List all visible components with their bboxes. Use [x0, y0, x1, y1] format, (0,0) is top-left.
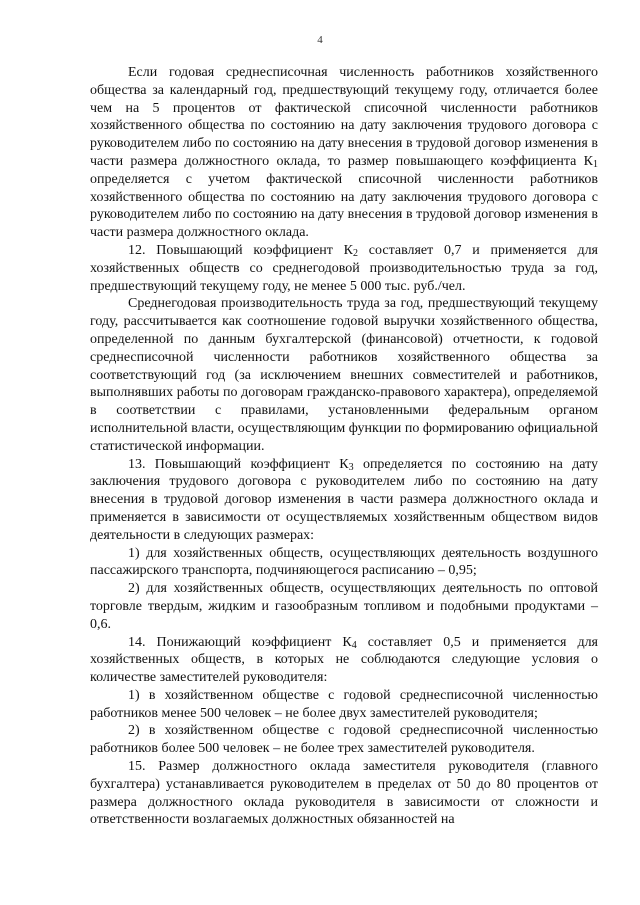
paragraph-k1-adjustment: Если годовая среднесписочная численность работников хозяйственного общества за календарный год, предшествующий текущему году, отличается более чем на 5 процентов от фактической списочной численности работников хозяйственного общества по состоянию на дату заключения трудового договора с руководителем либо по состоянию на дату внесения в трудовой договор изменения в части размера должностного оклада, то размер повышающего коэффициента $К_1$ определяется с учетом фактической списочной численности работников хозяйственного общества по состоянию на дату заключения трудового договора с руководителем либо по состоянию на дату внесения в трудовой договор изменения в части размера должностного оклада. — [90, 65, 598, 241]
document-body — [90, 64, 598, 829]
paragraph-14-k4: 14. Понижающий коэффициент $К_4$ составляет 0,5 и применяется для хозяйственных обществ, в которых не соблюдаются следующие условия о количестве заместителей руководителя: — [90, 634, 598, 686]
paragraph-15-deputy-salary: 15. Размер должностного оклада заместителя руководителя (главного бухгалтера) устанавливается руководителем в пределах от 50 до 80 процентов от размера должностного оклада руководителя в зависимости от сложности и ответственности возлагаемых должностных обязанностей на — [90, 759, 598, 828]
paragraph-12-k2: 12. Повышающий коэффициент $К_2$ составляет 0,7 и применяется для хозяйственных обществ со среднегодовой производительностью труда за год, предшествующий текущему году, не менее 5 000 тыс. руб./чел. — [90, 242, 598, 294]
paragraph-13-k3: 13. Повышающий коэффициент $К_3$ определяется по состоянию на дату заключения трудового договора с руководителем либо по состоянию на дату внесения в трудовой договор изменения в части размера должностного оклада и применяется в зависимости от осуществляемых хозяйственным обществом видов деятельности в следующих размерах: — [90, 456, 599, 543]
list-item-fuel-trade: 2) для хозяйственных обществ, осуществляющих деятельность по оптовой торговле твердым, жидким и газообразным топливом и подобными продуктами – 0,6. — [90, 581, 598, 632]
paragraph-productivity: Среднегодовая производительность труда за год, предшествующий текущему году, рассчитывается как соотношение годовой выручки хозяйственного общества, определенной по данным бухгалтерской (финансовой) отчетности, к годовой среднесписочной численности работников хозяйственного общества за соответствующий год (за исключением внешних совместителей и работников, выполнявших работы по договорам гражданско-правового характера), определяемой в соответствии с правилами, установленными федеральным органом исполнительной власти, осуществляющим функции по формированию официальной статистической информации. — [90, 296, 598, 454]
page-number: 4 — [317, 34, 323, 46]
list-item-less-500: 1) в хозяйственном обществе с годовой среднесписочной численностью работников менее 500 человек – не более двух заместителей руководителя; — [90, 687, 598, 721]
list-item-more-500: 2) в хозяйственном обществе с годовой среднесписочной численностью работников более 500 человек – не более трех заместителей руководителя. — [90, 723, 598, 757]
list-item-air-transport: 1) для хозяйственных обществ, осуществляющих деятельность воздушного пассажирского транспорта, подчиняющегося расписанию – 0,95; — [90, 545, 598, 579]
